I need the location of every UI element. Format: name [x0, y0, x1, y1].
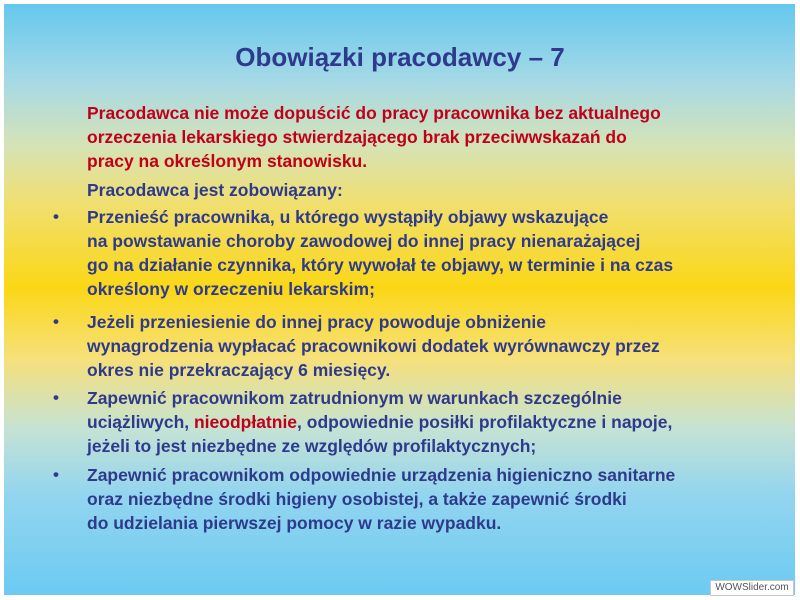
intro-line-2: orzeczenia lekarskiego stwierdzającego brak przeciwwskazań do	[87, 127, 627, 147]
lead-text: Pracodawca jest zobowiązany:	[87, 180, 343, 200]
watermark-link[interactable]: WOWSlider.com	[710, 580, 794, 596]
bullet-1-line-1: Przenieść pracownika, u którego wystąpiły objawy wskazujące	[87, 207, 609, 227]
bullet-4-line-3: do udzielania pierwszej pomocy w razie wypadku.	[87, 513, 502, 533]
intro-line-3: pracy na określonym stanowisku.	[87, 151, 368, 171]
bullet-3-line-2-start: uciążliwych,	[87, 412, 194, 432]
bullet-1-line-3: go na działanie czynnika, który wywołał te objawy, w terminie i na czas	[87, 255, 674, 275]
intro-line-1: Pracodawca nie może dopuścić do pracy pracownika bez aktualnego	[87, 103, 661, 123]
bullet-1-line-2: na powstawanie choroby zawodowej do innej pracy nienarażającej	[87, 231, 641, 251]
bullet-3-marker: •	[53, 388, 59, 407]
bullet-2-line-3: okres nie przekraczający 6 miesięcy.	[87, 360, 391, 380]
bullet-3-line-1: Zapewnić pracownikom zatrudnionym w warunkach szczególnie	[87, 388, 622, 408]
bullet-2-line-1: Jeżeli przeniesienie do innej pracy powoduje obniżenie	[87, 312, 546, 332]
bullet-4-line-1: Zapewnić pracownikom odpowiednie urządzenia higieniczno sanitarne	[87, 465, 676, 485]
bullet-3-line-2	[87, 410, 777, 434]
bullet-3-line-2-end: , odpowiednie posiłki profilaktyczne i napoje,	[297, 412, 673, 432]
bullet-4-line-2: oraz niezbędne środki higieny osobistej, a także zapewnić środki	[87, 489, 627, 509]
slide-title: Obowiązki pracodawcy – 7	[235, 42, 565, 72]
bullet-1-line-4: określony w orzeczeniu lekarskim;	[87, 279, 375, 299]
bullet-4-marker: •	[53, 465, 59, 484]
bullet-2-line-2: wynagrodzenia wypłacać pracownikowi dodatek wyrównawczy przez	[87, 336, 660, 356]
highlight-free-of-charge: nieodpłatnie	[193, 412, 298, 432]
bullet-3-line-3: jeżeli to jest niezbędne ze względów profilaktycznych;	[87, 436, 537, 456]
bullet-1-marker: •	[53, 207, 59, 226]
bullet-2-marker: •	[53, 312, 59, 331]
